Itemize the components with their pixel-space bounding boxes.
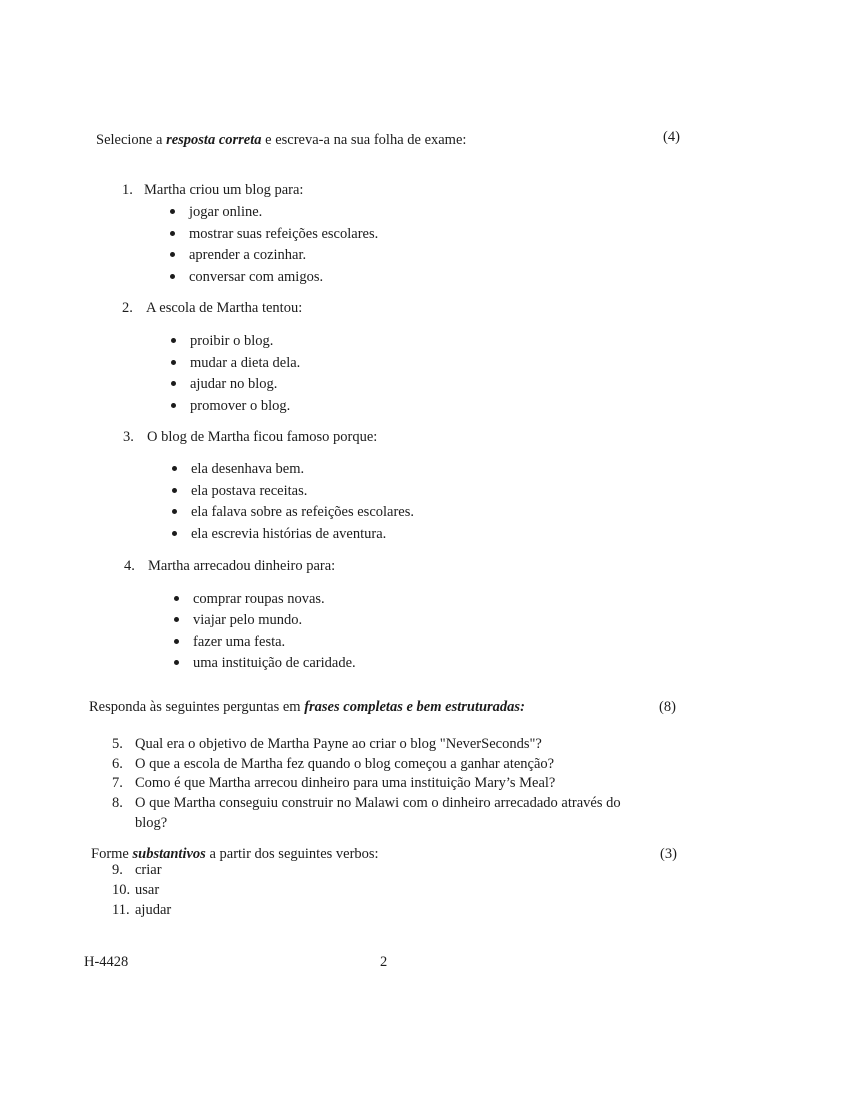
option-2c: ajudar no blog. (171, 376, 277, 393)
bullet-icon (171, 403, 176, 408)
question-2: 2. A escola de Martha tentou: (122, 300, 303, 316)
page-number: 2 (380, 954, 388, 970)
verb-item-9: 9. criar (112, 862, 162, 878)
bullet-icon (174, 660, 179, 665)
section1-marks: (4) (663, 129, 680, 145)
bullet-icon (170, 209, 175, 214)
section3-marks: (3) (660, 846, 677, 862)
question-6: 6. O que a escola de Martha fez quando o blog começou a ganhar atenção? (112, 756, 555, 772)
bullet-icon (170, 252, 175, 257)
option-3c: ela falava sobre as refeições escolares. (172, 504, 414, 521)
bullet-icon (174, 639, 179, 644)
option-1a: jogar online. (170, 204, 262, 221)
option-2d: promover o blog. (171, 398, 290, 415)
document-code: H-4428 (84, 954, 129, 970)
question-1: 1. Martha criou um blog para: (122, 182, 304, 198)
option-3d: ela escrevia histórias de aventura. (172, 526, 386, 543)
section2-instruction: Responda às seguintes perguntas em frases completas e bem estruturadas: (89, 699, 525, 715)
option-2a: proibir o blog. (171, 333, 273, 350)
question-3: 3. O blog de Martha ficou famoso porque: (123, 429, 378, 445)
bullet-icon (174, 617, 179, 622)
option-1c: aprender a cozinhar. (170, 247, 306, 264)
question-8-continuation: blog? (135, 815, 168, 831)
bullet-icon (172, 488, 177, 493)
option-4c: fazer uma festa. (174, 634, 285, 651)
verb-item-10: 10. usar (112, 882, 160, 898)
section3-instruction: Forme substantivos a partir dos seguintes verbos: (91, 846, 379, 862)
section2-marks: (8) (659, 699, 676, 715)
option-3b: ela postava receitas. (172, 483, 307, 500)
option-1b: mostrar suas refeições escolares. (170, 226, 378, 243)
question-4: 4. Martha arrecadou dinheiro para: (124, 558, 336, 574)
option-4d: uma instituição de caridade. (174, 655, 356, 672)
section1-instruction: Selecione a resposta correta e escreva-a na sua folha de exame: (96, 132, 467, 148)
bullet-icon (172, 509, 177, 514)
bullet-icon (172, 466, 177, 471)
verb-item-11: 11. ajudar (112, 902, 172, 918)
bullet-icon (171, 381, 176, 386)
option-1d: conversar com amigos. (170, 269, 323, 286)
bullet-icon (170, 274, 175, 279)
bullet-icon (170, 231, 175, 236)
bullet-icon (174, 596, 179, 601)
bullet-icon (171, 360, 176, 365)
option-4b: viajar pelo mundo. (174, 612, 302, 629)
option-3a: ela desenhava bem. (172, 461, 304, 478)
question-7: 7. Como é que Martha arrecou dinheiro para uma instituição Mary’s Meal? (112, 775, 556, 791)
option-4a: comprar roupas novas. (174, 591, 325, 608)
option-2b: mudar a dieta dela. (171, 355, 300, 372)
bullet-icon (171, 338, 176, 343)
question-8: 8. O que Martha conseguiu construir no Malawi com o dinheiro arrecadado através do (112, 795, 621, 811)
bullet-icon (172, 531, 177, 536)
question-5: 5. Qual era o objetivo de Martha Payne ao criar o blog "NeverSeconds"? (112, 736, 542, 752)
